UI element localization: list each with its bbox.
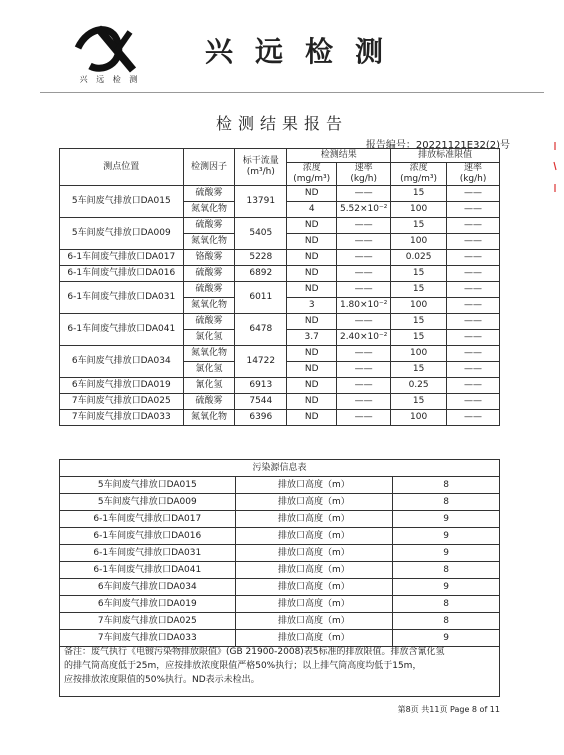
cell-limit-conc: 15 bbox=[391, 218, 447, 234]
cell-conc: ND bbox=[287, 266, 337, 282]
th-location: 测点位置 bbox=[60, 149, 184, 186]
results-body bbox=[60, 186, 500, 426]
cell-val: 9 bbox=[393, 579, 500, 596]
cell-location: 5车间废气排放口DA009 bbox=[60, 218, 184, 250]
report-number: 报告编号：20221121E32(2)号 bbox=[365, 140, 510, 151]
cell-limit-conc: 15 bbox=[391, 330, 447, 346]
cell-limit-rate: —— bbox=[447, 394, 500, 410]
cell-limit-rate: —— bbox=[447, 314, 500, 330]
cell-flow: 6396 bbox=[235, 410, 287, 426]
cell-val: 9 bbox=[393, 511, 500, 528]
cell-val: 8 bbox=[393, 477, 500, 494]
cell-flow: 7544 bbox=[235, 394, 287, 410]
cell-location: 6-1车间废气排放口DA016 bbox=[60, 266, 184, 282]
cell-conc: ND bbox=[287, 218, 337, 234]
cell-conc: 4 bbox=[287, 202, 337, 218]
cell-item: 排放口高度（m） bbox=[235, 562, 393, 579]
report-title: 检测结果报告 bbox=[215, 114, 348, 133]
cell-rate: —— bbox=[337, 394, 391, 410]
cell-loc: 6-1车间废气排放口DA031 bbox=[60, 545, 236, 562]
brand-name: 兴远检测 bbox=[205, 35, 406, 68]
cell-location: 6-1车间废气排放口DA031 bbox=[60, 282, 184, 314]
cell-loc: 6-1车间废气排放口DA017 bbox=[60, 511, 236, 528]
cell-limit-conc: 100 bbox=[391, 410, 447, 426]
cell-item: 排放口高度（m） bbox=[235, 596, 393, 613]
cell-rate: —— bbox=[337, 410, 391, 426]
cell-loc: 7车间废气排放口DA025 bbox=[60, 613, 236, 630]
cell-limit-rate: —— bbox=[447, 410, 500, 426]
cell-limit-rate: —— bbox=[447, 266, 500, 282]
cell-limit-conc: 100 bbox=[391, 234, 447, 250]
cell-conc: ND bbox=[287, 394, 337, 410]
cell-factor: 氮氧化物 bbox=[183, 410, 235, 426]
table-row bbox=[60, 250, 500, 266]
header-divider bbox=[40, 92, 544, 93]
table-row bbox=[60, 477, 500, 494]
cell-rate: —— bbox=[337, 218, 391, 234]
cell-flow: 5228 bbox=[235, 250, 287, 266]
cell-loc: 6-1车间废气排放口DA016 bbox=[60, 528, 236, 545]
cell-rate: 2.40×10⁻² bbox=[337, 330, 391, 346]
cell-limit-rate: —— bbox=[447, 186, 500, 202]
cell-limit-rate: —— bbox=[447, 362, 500, 378]
cell-factor: 氰化氢 bbox=[183, 378, 235, 394]
cell-flow: 6892 bbox=[235, 266, 287, 282]
cell-limit-rate: —— bbox=[447, 202, 500, 218]
page-number: 第8页 共11页 Page 8 of 11 bbox=[397, 705, 500, 714]
cell-item: 排放口高度（m） bbox=[235, 545, 393, 562]
cell-limit-rate: —— bbox=[447, 330, 500, 346]
source-info-title: 污染源信息表 bbox=[60, 460, 500, 477]
th-limit-rate: 速率 (kg/h) bbox=[447, 163, 500, 186]
cell-location: 5车间废气排放口DA015 bbox=[60, 186, 184, 218]
cell-factor: 氮氧化物 bbox=[183, 202, 235, 218]
cell-limit-conc: 15 bbox=[391, 394, 447, 410]
cell-factor: 氯化氢 bbox=[183, 362, 235, 378]
cell-flow: 5405 bbox=[235, 218, 287, 250]
remarks-line-3: 应按排放浓度限值的50%执行。ND表示未检出。 bbox=[64, 675, 260, 685]
cell-rate: —— bbox=[337, 346, 391, 362]
cell-loc: 6-1车间废气排放口DA041 bbox=[60, 562, 236, 579]
table-row bbox=[60, 579, 500, 596]
cell-rate: —— bbox=[337, 314, 391, 330]
table-row bbox=[60, 494, 500, 511]
cell-factor: 氮氧化物 bbox=[183, 346, 235, 362]
cell-factor: 氮氧化物 bbox=[183, 298, 235, 314]
cell-rate: 5.52×10⁻² bbox=[337, 202, 391, 218]
table-row bbox=[60, 346, 500, 362]
table-row bbox=[60, 282, 500, 298]
remarks-line-1: 备注：废气执行《电镀污染物排放限值》(GB 21900-2008)表5标准的排放限值。排放含氰化氢 bbox=[64, 647, 445, 657]
th-limit-conc: 浓度 (mg/m³) bbox=[391, 163, 447, 186]
cell-loc: 5车间废气排放口DA009 bbox=[60, 494, 236, 511]
cell-item: 排放口高度（m） bbox=[235, 477, 393, 494]
cell-factor: 硫酸雾 bbox=[183, 266, 235, 282]
cell-factor: 硫酸雾 bbox=[183, 282, 235, 298]
cell-limit-conc: 15 bbox=[391, 282, 447, 298]
cell-flow: 6011 bbox=[235, 282, 287, 314]
cell-limit-conc: 100 bbox=[391, 202, 447, 218]
source-info-table bbox=[59, 459, 500, 647]
cell-limit-conc: 15 bbox=[391, 314, 447, 330]
cell-item: 排放口高度（m） bbox=[235, 511, 393, 528]
cell-factor: 氯化氢 bbox=[183, 330, 235, 346]
cell-factor: 硫酸雾 bbox=[183, 314, 235, 330]
cell-item: 排放口高度（m） bbox=[235, 613, 393, 630]
table-row bbox=[60, 410, 500, 426]
cell-conc: ND bbox=[287, 250, 337, 266]
cell-loc: 6车间废气排放口DA034 bbox=[60, 579, 236, 596]
results-table bbox=[59, 148, 500, 426]
th-limit: 排放标准限值 bbox=[391, 149, 500, 163]
cell-limit-rate: —— bbox=[447, 346, 500, 362]
cell-val: 8 bbox=[393, 596, 500, 613]
cell-rate: —— bbox=[337, 250, 391, 266]
cell-item: 排放口高度（m） bbox=[235, 528, 393, 545]
table-row bbox=[60, 266, 500, 282]
table-row bbox=[60, 613, 500, 630]
cell-loc: 6车间废气排放口DA019 bbox=[60, 596, 236, 613]
cell-val: 9 bbox=[393, 545, 500, 562]
source-info-body bbox=[60, 477, 500, 647]
table-row bbox=[60, 511, 500, 528]
cell-item: 排放口高度（m） bbox=[235, 630, 393, 647]
cell-location: 6-1车间废气排放口DA041 bbox=[60, 314, 184, 346]
cell-conc: ND bbox=[287, 234, 337, 250]
cell-conc: ND bbox=[287, 362, 337, 378]
remarks bbox=[59, 643, 500, 697]
th-result: 检测结果 bbox=[287, 149, 391, 163]
cell-val: 9 bbox=[393, 528, 500, 545]
cell-limit-conc: 15 bbox=[391, 186, 447, 202]
cell-val: 8 bbox=[393, 613, 500, 630]
table-row bbox=[60, 394, 500, 410]
cell-limit-conc: 100 bbox=[391, 298, 447, 314]
cell-loc: 5车间废气排放口DA015 bbox=[60, 477, 236, 494]
cell-limit-rate: —— bbox=[447, 298, 500, 314]
table-row bbox=[60, 545, 500, 562]
cell-val: 8 bbox=[393, 562, 500, 579]
seal-edge-mark bbox=[550, 140, 560, 200]
table-row bbox=[60, 186, 500, 202]
cell-limit-conc: 15 bbox=[391, 266, 447, 282]
th-flow: 标干流量(m³/h) bbox=[235, 149, 287, 186]
cell-limit-rate: —— bbox=[447, 250, 500, 266]
table-row bbox=[60, 528, 500, 545]
cell-rate: —— bbox=[337, 362, 391, 378]
cell-flow: 6478 bbox=[235, 314, 287, 346]
cell-conc: 3.7 bbox=[287, 330, 337, 346]
cell-conc: ND bbox=[287, 314, 337, 330]
cell-flow: 6913 bbox=[235, 378, 287, 394]
th-conc: 浓度 (mg/m³) bbox=[287, 163, 337, 186]
cell-limit-rate: —— bbox=[447, 218, 500, 234]
table-row bbox=[60, 378, 500, 394]
cell-limit-rate: —— bbox=[447, 378, 500, 394]
cell-factor: 铬酸雾 bbox=[183, 250, 235, 266]
cell-location: 6车间废气排放口DA034 bbox=[60, 346, 184, 378]
cell-item: 排放口高度（m） bbox=[235, 494, 393, 511]
cell-location: 7车间废气排放口DA033 bbox=[60, 410, 184, 426]
cell-rate: —— bbox=[337, 186, 391, 202]
cell-val: 9 bbox=[393, 630, 500, 647]
cell-item: 排放口高度（m） bbox=[235, 579, 393, 596]
cell-factor: 硫酸雾 bbox=[183, 394, 235, 410]
remarks-line-2: 的排气筒高度低于25m，应按排放浓度限值严格50%执行；以上排气筒高度均低于15m， bbox=[64, 661, 422, 671]
table-row bbox=[60, 218, 500, 234]
cell-rate: 1.80×10⁻² bbox=[337, 298, 391, 314]
cell-conc: ND bbox=[287, 346, 337, 362]
table-row bbox=[60, 596, 500, 613]
cell-rate: —— bbox=[337, 282, 391, 298]
cell-conc: ND bbox=[287, 186, 337, 202]
cell-limit-conc: 15 bbox=[391, 362, 447, 378]
table-row bbox=[60, 314, 500, 330]
cell-location: 6车间废气排放口DA019 bbox=[60, 378, 184, 394]
cell-loc: 7车间废气排放口DA033 bbox=[60, 630, 236, 647]
cell-limit-conc: 0.025 bbox=[391, 250, 447, 266]
cell-val: 8 bbox=[393, 494, 500, 511]
cell-limit-rate: —— bbox=[447, 282, 500, 298]
table-row bbox=[60, 562, 500, 579]
th-rate: 速率 (kg/h) bbox=[337, 163, 391, 186]
cell-conc: ND bbox=[287, 282, 337, 298]
cell-rate: —— bbox=[337, 234, 391, 250]
cell-factor: 硫酸雾 bbox=[183, 186, 235, 202]
cell-rate: —— bbox=[337, 266, 391, 282]
cell-limit-conc: 100 bbox=[391, 346, 447, 362]
cell-flow: 13791 bbox=[235, 186, 287, 218]
cell-limit-conc: 0.25 bbox=[391, 378, 447, 394]
logo-caption: 兴 远 检 测 bbox=[79, 75, 141, 84]
cell-conc: ND bbox=[287, 378, 337, 394]
cell-location: 7车间废气排放口DA025 bbox=[60, 394, 184, 410]
cell-conc: ND bbox=[287, 410, 337, 426]
cell-factor: 氮氧化物 bbox=[183, 234, 235, 250]
cell-location: 6-1车间废气排放口DA017 bbox=[60, 250, 184, 266]
th-factor: 检测因子 bbox=[183, 149, 235, 186]
cell-factor: 硫酸雾 bbox=[183, 218, 235, 234]
cell-rate: —— bbox=[337, 378, 391, 394]
cell-flow: 14722 bbox=[235, 346, 287, 378]
cell-conc: 3 bbox=[287, 298, 337, 314]
cell-limit-rate: —— bbox=[447, 234, 500, 250]
